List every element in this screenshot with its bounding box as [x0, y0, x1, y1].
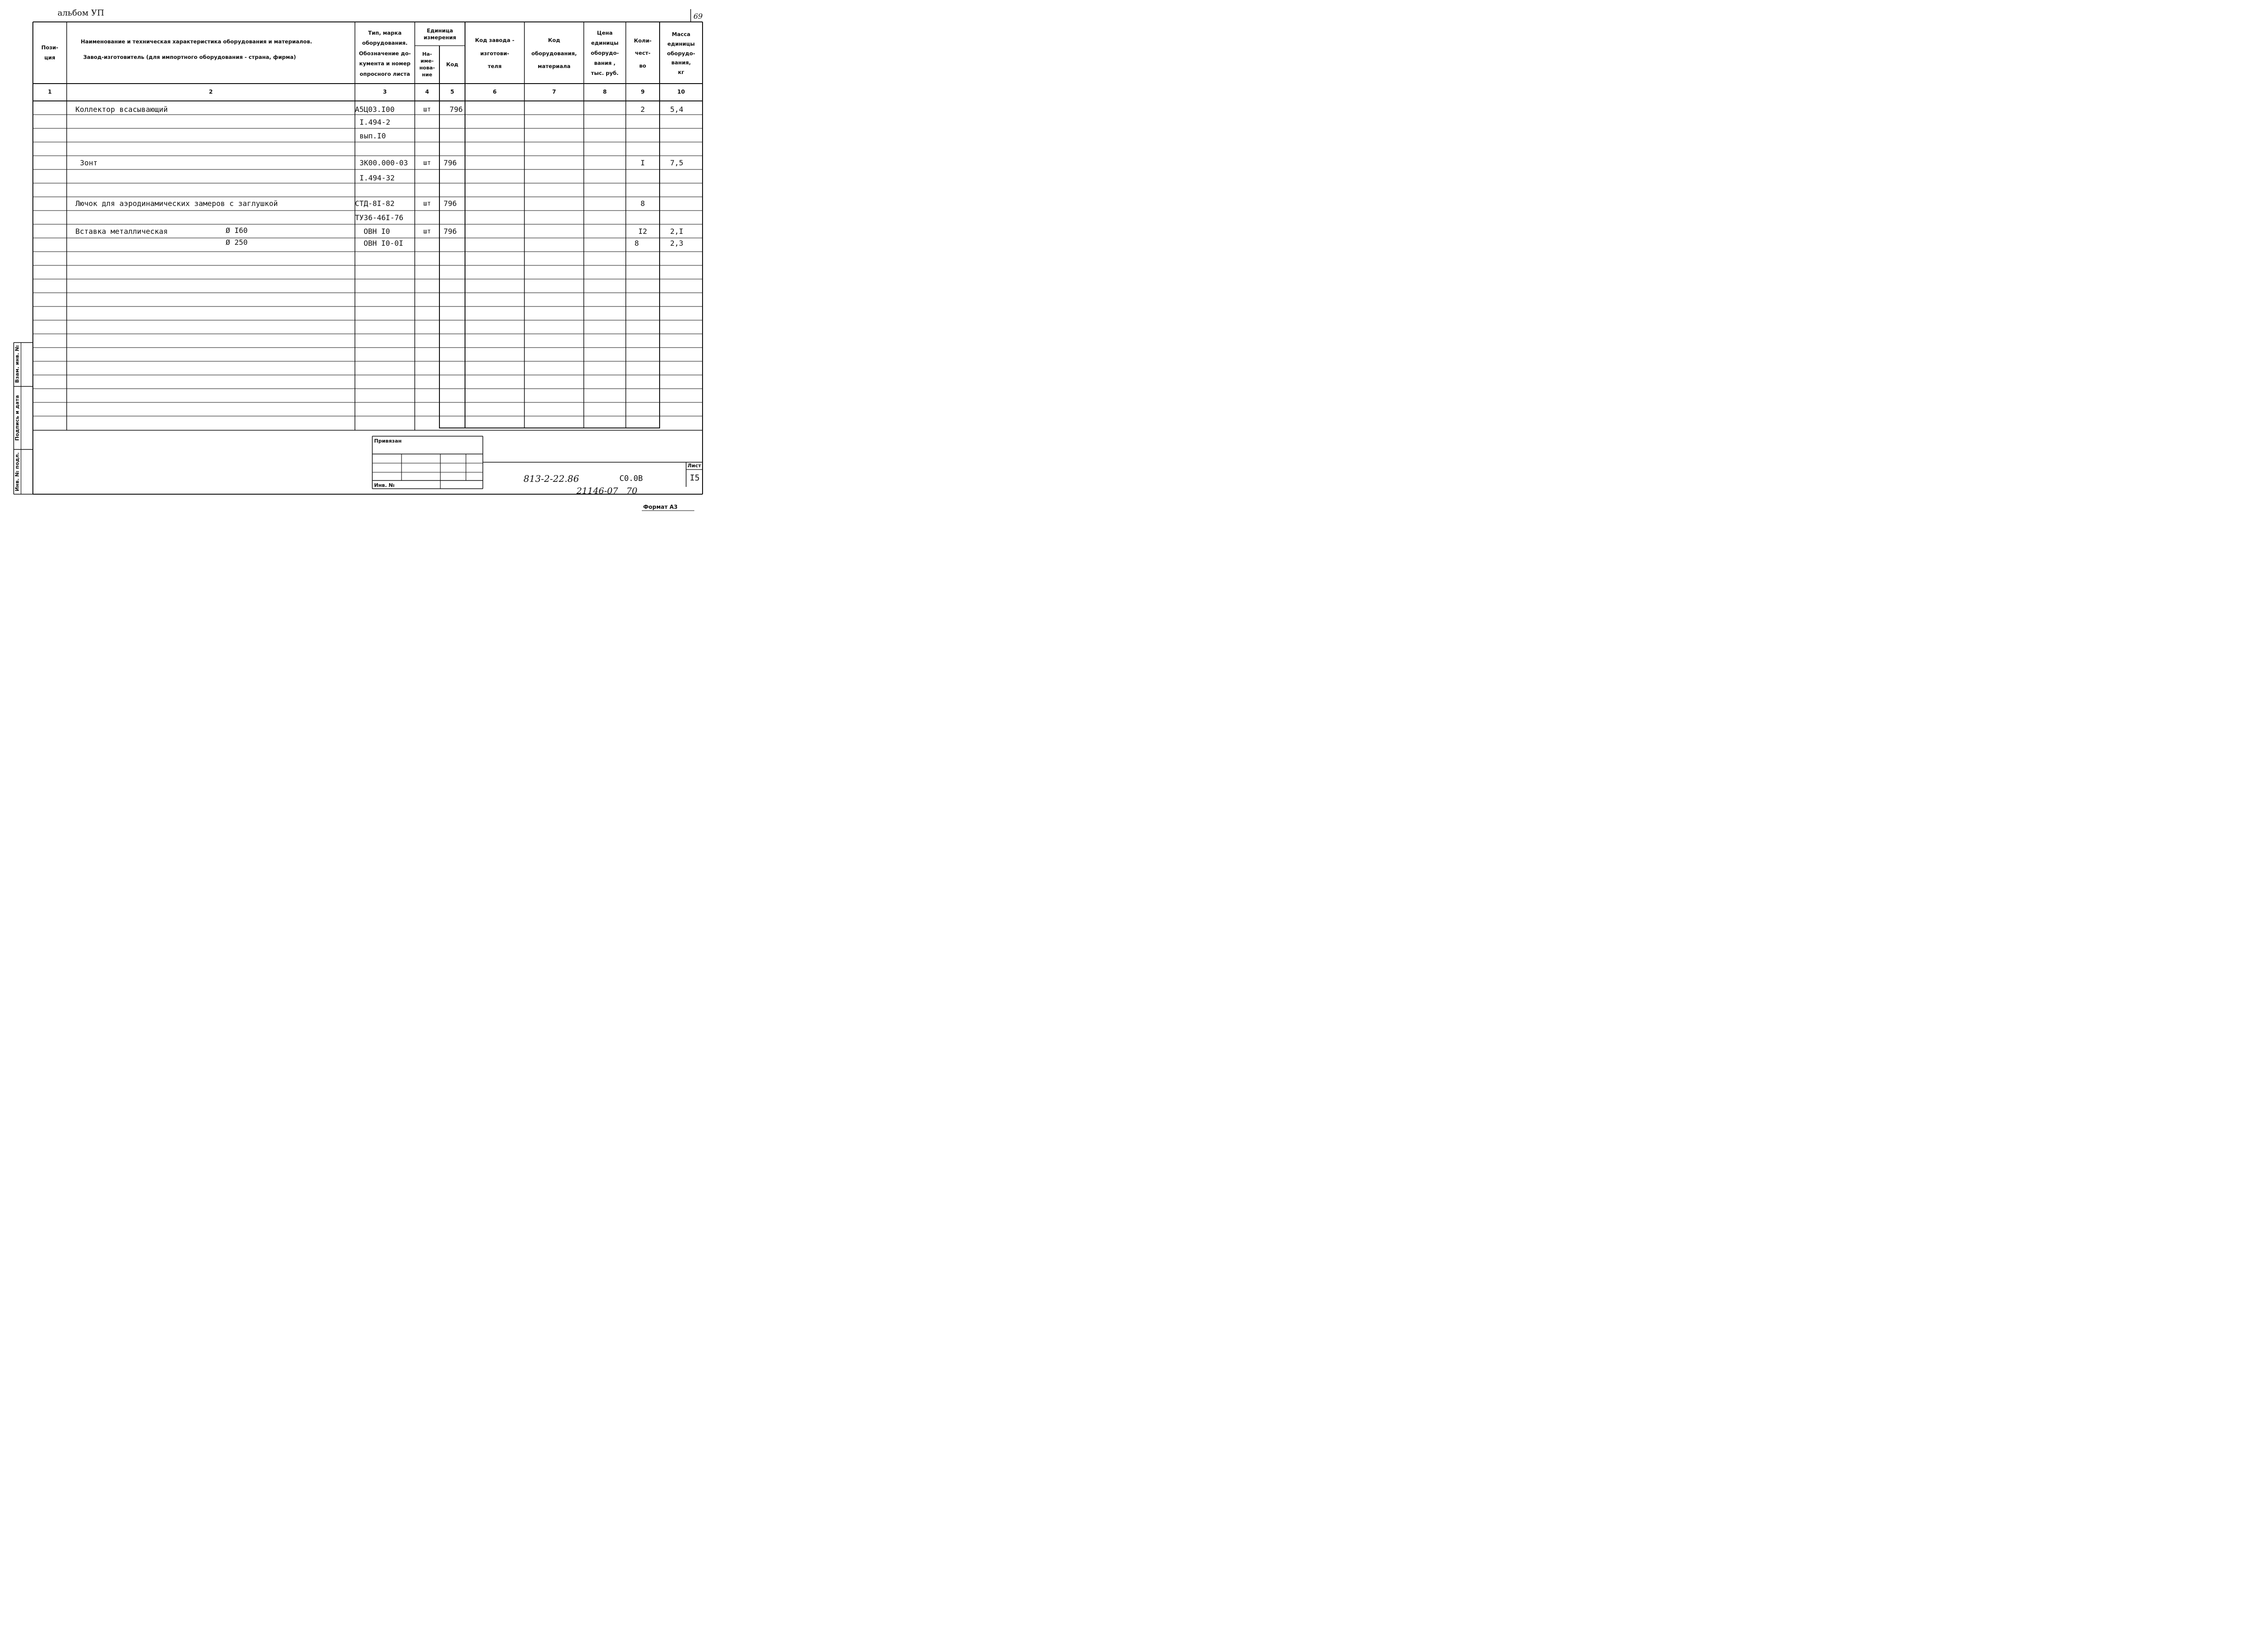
header-equipment-code: Код оборудования, материала: [531, 37, 577, 70]
header-factory-code: Код завода - изготови- теля: [475, 37, 515, 70]
item-mass: 2,3: [670, 239, 683, 248]
header-mass: Масса единицы оборудо- вания, кг: [667, 31, 695, 76]
stamp-sheet-number: I5: [690, 473, 700, 483]
item-type-designation: ОВН I0: [364, 227, 390, 236]
item-type-designation: ТУ36-46I-76: [355, 213, 403, 222]
item-diameter: Ø 250: [226, 238, 248, 247]
stamp-doc-code: С0.0В: [619, 474, 643, 483]
column-number: 9: [640, 89, 645, 95]
column-number: 4: [425, 89, 429, 95]
page-number: 69: [693, 12, 703, 21]
header-unit-code: Код: [446, 61, 459, 68]
column-number: 10: [677, 89, 685, 95]
item-mass: 7,5: [670, 158, 683, 167]
format-label: Формат А3: [643, 504, 678, 510]
stamp-tied: Привязан: [374, 438, 402, 444]
header-name-line1: Наименование и техническая характеристика оборудования и материалов.: [80, 38, 312, 45]
item-unit-code: 796: [449, 105, 463, 114]
column-number: 2: [209, 89, 213, 95]
column-number: 6: [492, 89, 497, 95]
item-type-designation: ЗК00.000-03: [359, 158, 408, 167]
column-number: 8: [603, 89, 607, 95]
header-name-line2: Завод-изготовитель (для импортного оборудования - страна, фирма): [83, 54, 296, 61]
item-mass: 5,4: [670, 105, 683, 114]
item-quantity: 8: [634, 239, 639, 248]
item-quantity: 2: [640, 105, 645, 114]
side-stamp-signature-date: Подпись и дата: [14, 395, 20, 441]
header-type: Тип, марка оборудования. Обозначение до- кумента и номер опросного листа: [359, 29, 411, 77]
item-unit-code: 796: [444, 158, 457, 167]
side-stamp-replace-inv: Взам. инв. №: [14, 345, 20, 383]
stamp-inv-no: Инв. №: [374, 482, 395, 488]
stamp-sheet-label: Лист: [687, 463, 701, 469]
item-diameter: Ø I60: [226, 226, 248, 235]
item-type-designation: А5Ц03.I00: [355, 105, 395, 114]
item-mass: 2,I: [670, 227, 683, 236]
handwritten-bottom-number: 21146-07 70: [576, 486, 638, 496]
item-unit-code: 796: [444, 199, 457, 208]
item-unit: шт: [423, 159, 431, 167]
item-name: Зонт: [80, 158, 98, 167]
item-name: Вставка металлическая: [75, 227, 168, 236]
album-label: альбом УП: [58, 8, 105, 18]
column-number: 1: [48, 89, 52, 95]
header-quantity: Коли- чест- во: [634, 37, 652, 69]
item-name: Коллектор всасывающий: [75, 105, 168, 114]
stamp-doc-number: 813-2-22.86: [523, 473, 579, 484]
item-unit: шт: [423, 228, 431, 235]
item-type-designation: ОВН I0-0I: [364, 239, 403, 248]
header-position: Пози- ция: [41, 44, 58, 61]
item-unit-code: 796: [444, 227, 457, 236]
header-unit-name: На- име- нова- ние: [419, 51, 435, 78]
column-number: 7: [552, 89, 556, 95]
item-type-designation: вып.I0: [359, 132, 386, 140]
item-unit: шт: [423, 106, 431, 113]
item-type-designation: I.494-32: [359, 174, 395, 182]
side-stamp-inv-original: Инв. № подл.: [14, 452, 20, 491]
item-quantity: I: [640, 158, 645, 167]
column-number: 3: [383, 89, 387, 95]
column-number: 5: [450, 89, 455, 95]
item-unit: шт: [423, 200, 431, 207]
item-quantity: 8: [640, 199, 645, 208]
header-price: Цена единицы оборудо- вания , тыс. руб.: [591, 30, 619, 76]
item-quantity: I2: [638, 227, 647, 236]
header-unit: Единица измерения: [423, 27, 456, 41]
item-type-designation: СТД-8I-82: [355, 199, 395, 208]
item-name: Лючок для аэродинамических замеров с заглушкой: [75, 199, 278, 208]
item-type-designation: I.494-2: [359, 118, 391, 127]
